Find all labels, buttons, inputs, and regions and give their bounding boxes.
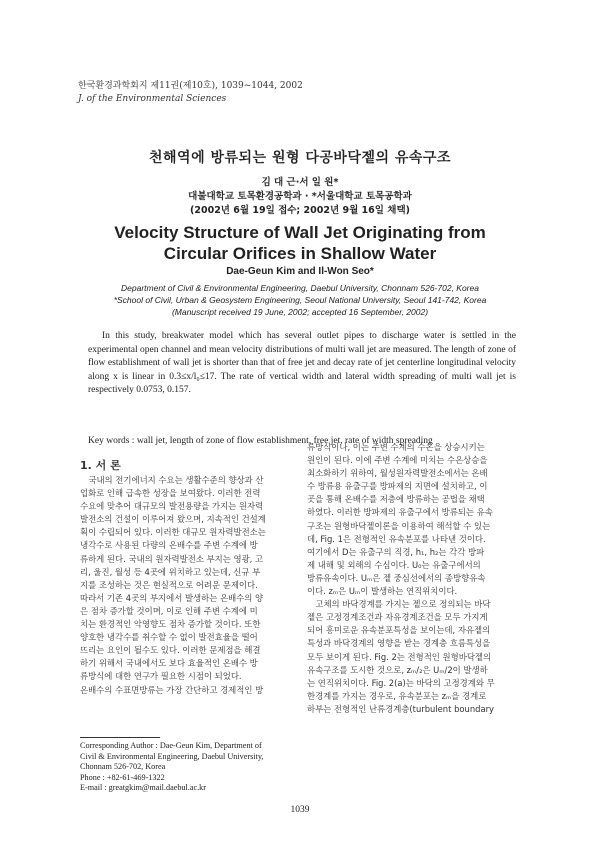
body-text-line: 최소화하기 위하여, 월성원자력발전소에서는 온배 [307, 468, 488, 479]
body-text-line: 원인이 된다. 이에 주변 수계에 미치는 수온상승을 [307, 455, 488, 466]
authors-korean-block [0, 176, 600, 218]
body-text-line: 구조는 원형바닥젵이론을 이용하여 해석할 수 있는 [307, 520, 491, 531]
journal-header [78, 80, 303, 106]
title-english-line1: Velocity Structure of Wall Jet Originating from [114, 223, 486, 242]
body-text-line: 특성과 바닥경계의 영향을 받는 경계층 흐름특성을 [307, 638, 491, 649]
affiliation-english-1: Department of Civil & Environmental Engineering, Daebul University, Chonnam 526-702, Korea [121, 283, 479, 293]
body-text-line: 데, Fig. 1은 전형적인 유속분포를 나타낸 것이다. [307, 533, 486, 544]
page-number: 1039 [290, 805, 310, 815]
dates-korean: (2002년 6월 19일 접수; 2002년 9월 16일 채택) [190, 205, 410, 216]
footnote-line: Civil & Environmental Engineering, Daebul University, [80, 751, 264, 761]
body-text-line: 하였다. 이러한 방파제의 유출구에서 방류되는 유속 [307, 507, 493, 518]
body-text-line: 방류유속이다. Uₘ은 젵 중심선에서의 종방향유속 [307, 572, 486, 583]
body-text-line: 양호한 냉각수를 취수할 수 없이 발전효율을 떨어 [80, 632, 258, 643]
body-text-line: 따라서 기존 4곳의 부지에서 발생하는 온배수의 양 [80, 592, 264, 603]
body-text-line: 업화로 인해 급속한 성장을 보여왔다. 이러한 전력 [80, 488, 261, 499]
affiliation-english-block [0, 282, 600, 318]
body-text-line: 리, 울진, 월성 등 4곳에 위치하고 있는데, 신규 부 [80, 566, 261, 577]
body-text-line: 수요에 맞추어 대규모의 발전용량을 가지는 원자력 [80, 501, 264, 512]
body-text-line: 국내의 전기에너지 수요는 생활수준의 향상과 산 [80, 475, 264, 485]
body-text-line: 온배수의 수표면방류는 가장 간단하고 경제적인 방 [80, 684, 264, 695]
body-text-line: 젵은 고정경계조건과 자유경계조건을 모두 가지게 [307, 612, 488, 623]
body-text-line: 하기 위해서 국내에서도 보다 효율적인 온배수 방 [80, 658, 258, 669]
body-text-line: 하부는 전형적인 난류경계층(turbulent boundary [307, 703, 494, 714]
body-text-line: 류하게 된다. 국내의 원자력발전소 부지는 영광, 고 [80, 553, 264, 564]
body-column-left [80, 458, 295, 697]
body-text-line: 모두 보이게 된다. Fig. 2는 전형적인 원형바닥젵의 [307, 651, 492, 662]
body-text-line: 수 방류용 유출구를 방파제의 지면에 설치하고, 이 [307, 481, 488, 492]
title-english [0, 222, 600, 264]
title-korean: 천해역에 방류되는 원형 다공바닥젵의 유속구조 [149, 150, 451, 166]
body-text-line: 뜨리는 요인이 될수도 있다. 이러한 문제점을 해결 [80, 645, 261, 656]
manuscript-dates: (Manuscript received 19 June, 2002; accepted 16 September, 2002) [171, 307, 429, 317]
body-text-line: 지를 조성하는 것은 현실적으로 어려운 문제이다. [80, 579, 258, 590]
body-text-line: 획이 수립되어 있다. 이러한 대규모 원자력발전소는 [80, 527, 266, 538]
section-heading: 1. 서 론 [80, 459, 121, 472]
authors-korean: 김 대 근·서 일 원* [261, 177, 339, 188]
body-text-line: 은 점차 증가할 것이며, 이로 인해 주변 수계에 미 [80, 605, 258, 616]
footnote [80, 741, 300, 794]
body-text-line: 고체의 바닥경계를 가지는 젵으로 정의되는 바닥 [307, 599, 491, 610]
authors-english: Dae-Geun Kim and Il-Won Seo* [226, 266, 374, 277]
body-text-line: 한경계를 가지는 경우로, 유속분포는 zₘ을 경계로 [307, 690, 487, 701]
body-text-line: 는 연직위치이다. Fig. 2(a)는 바닥의 고정경계와 무 [307, 677, 495, 688]
footnote-line: E-mail : greatgkim@mail.daebul.ac.kr [80, 783, 206, 792]
footnote-line: Phone : +82-61-469-1322 [80, 772, 165, 782]
affiliation-korean: 대불대학교 토목환경공학과 · *서울대학교 토목공학과 [188, 191, 412, 202]
footnote-line: Chonnam 526-702, Korea [80, 762, 166, 771]
body-text-line: 여기에서 D는 유출구의 직경, h₁, h₂는 각각 방파 [307, 546, 485, 557]
body-text-line: 냉각수로 사용된 다량의 온배수를 주변 수계에 방 [80, 540, 258, 551]
journal-name: J. of the Environmental Sciences [78, 94, 227, 104]
body-text-line: 제 내해 및 외해의 수심이다. U₀는 유출구에서의 [307, 559, 481, 570]
affiliation-english-2: *School of Civil, Urban & Geosystem Engineering, Seoul National University, Seoul 141-742, Korea [113, 295, 487, 305]
abstract: In this study, breakwater model which has several outlet pipes to discharge water is settled in the experimental open channel and mean velocity distributions of multi wall jet are measured. The length of zone of flow establishment of wall jet is shorter than that of free jet and decay rate of jet centerline longitudinal velocity along x is linear in 0.3≤x/l₀≤17. The rate of vertical width and lateral width spreading of multi wall jet is respectively 0.0753, 0.157. [88, 331, 516, 395]
body-text-line: 치는 환경적인 악영향도 점차 증가할 것이다. 또한 [80, 619, 261, 630]
journal-citation: 한국환경과학회지 제11권(제10호), 1039~1044, 2002 [78, 81, 303, 91]
body-text-line: 되어 흥미로운 유속분포특성을 보이는데, 자유젵의 [307, 625, 491, 636]
title-english-line2: Circular Orifices in Shallow Water [163, 244, 437, 263]
body-text-line: 류방식이나, 이는 주변 수계의 수온을 상승시키는 [307, 442, 485, 452]
body-text-line: 발전소의 건설이 이루어져 왔으며, 지속적인 건설계 [80, 514, 266, 525]
footnote-line: Corresponding Author : Dae-Geun Kim, Department of [80, 741, 262, 750]
body-text-line: 유속구조를 도시한 것으로, zₘ/₂은 Uₘ/2이 발생하 [307, 664, 488, 675]
body-text-line: 이다. zₘ은 Uₘ이 발생하는 연직위치이다. [307, 586, 458, 597]
body-column-right [307, 441, 522, 716]
body-text-line: 류방식에 대한 연구가 필요한 시점이 되었다. [80, 671, 242, 682]
body-text-line: 곳을 통해 온배수를 저층에 방류하는 공법을 채택 [307, 494, 485, 505]
footnote-divider [80, 737, 160, 738]
keywords: Key words : wall jet, length of zone of flow establishment, free jet, rate of width spreading [88, 436, 433, 446]
